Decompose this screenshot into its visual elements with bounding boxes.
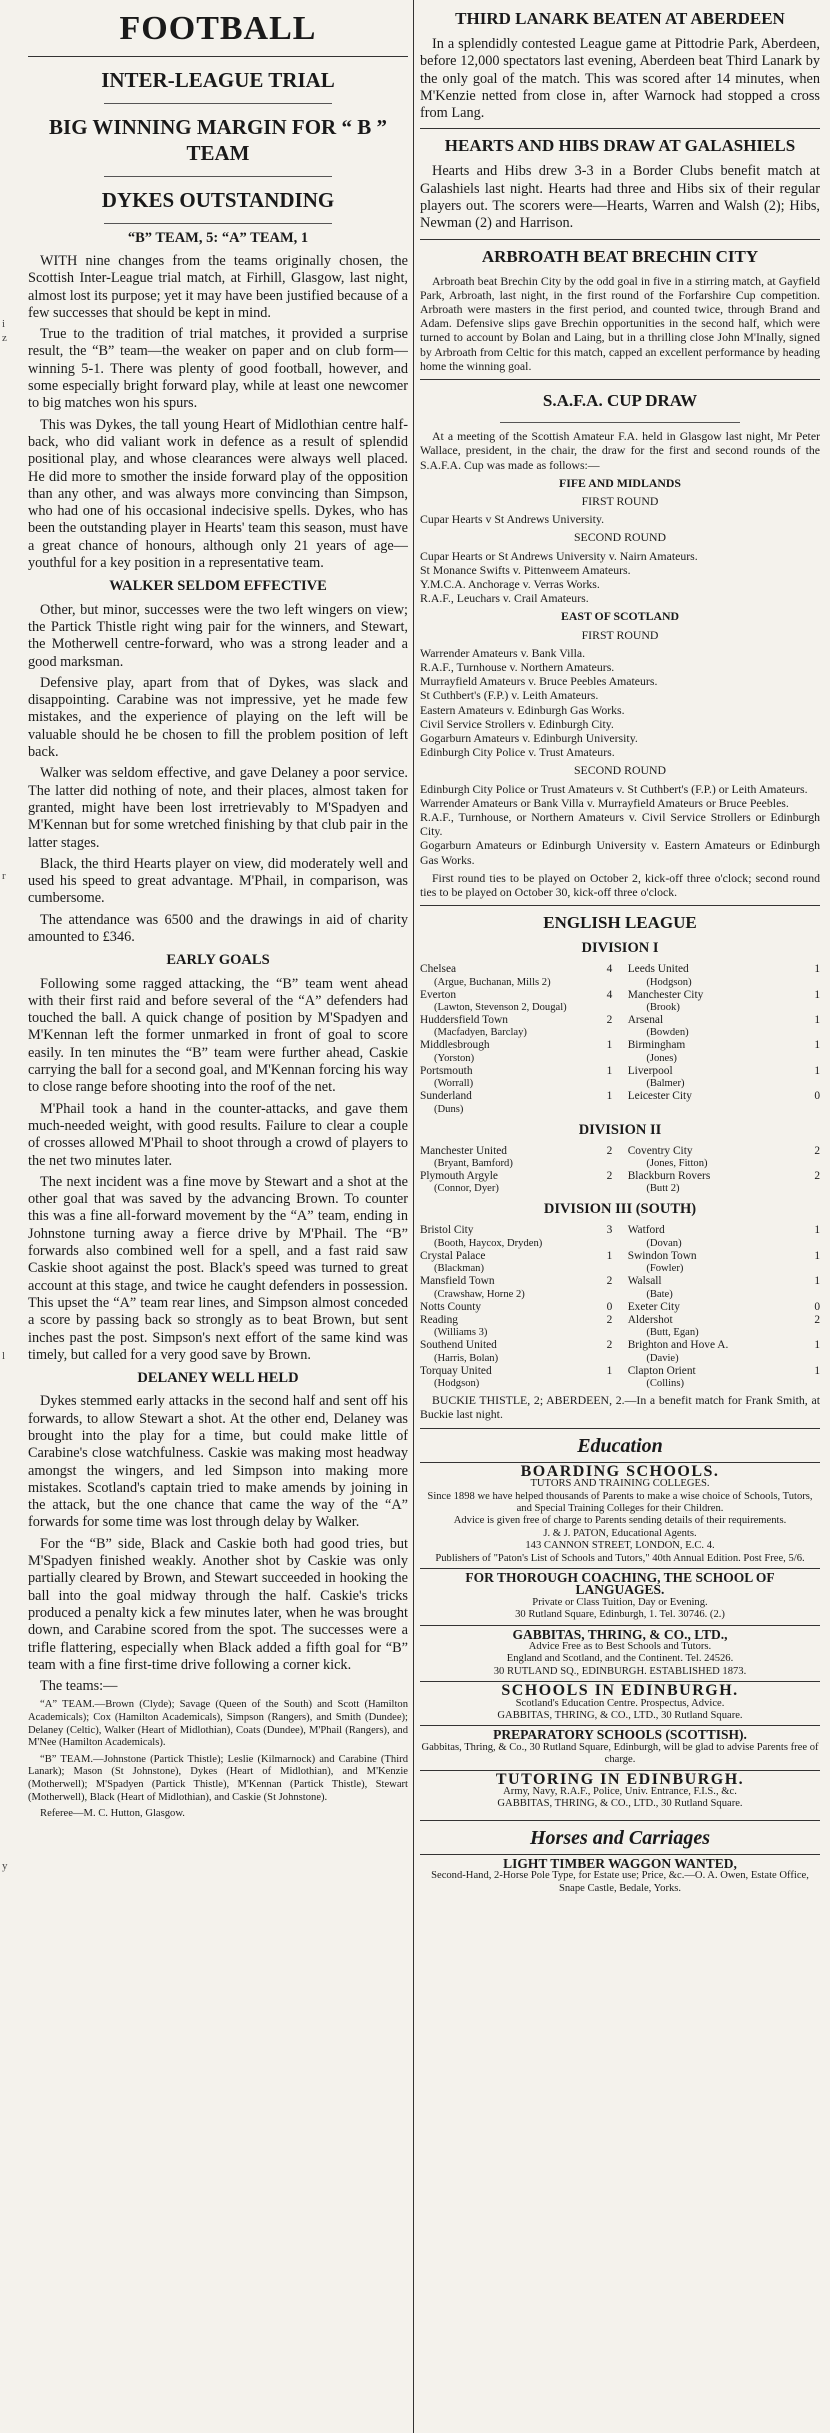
- paragraph: M'Phail took a hand in the counter-attacks, and gave them much-needed weight, with good results. Failure to clear a couple of crosses allowed M'Phail to shoot through a crowd of players to the net two minutes later.: [28, 1100, 408, 1169]
- home-team: Crystal Palace: [420, 1249, 486, 1262]
- headline-english-league: ENGLISH LEAGUE: [543, 913, 697, 933]
- scorers-row: [420, 1183, 820, 1195]
- away-score: 1: [814, 1014, 820, 1026]
- home-scorers: (Hodgson): [434, 1378, 480, 1390]
- result-row: [420, 1145, 820, 1158]
- referee: Referee—M. C. Hutton, Glasgow.: [40, 1808, 185, 1820]
- home-scorers: (Harris, Bolan): [434, 1352, 499, 1364]
- away-scorers: (Butt, Egan): [646, 1327, 699, 1339]
- home-score: 2: [606, 1339, 613, 1352]
- article-body: [28, 253, 408, 1695]
- paragraph: Black, the third Hearts player on view, did moderately well and used his speed to great advantage. M'Phail, in comparison, was cumbersome.: [28, 855, 408, 907]
- margin-mark: l: [2, 1350, 6, 1362]
- result-row: [420, 1224, 820, 1237]
- result-row: [420, 1339, 820, 1352]
- result-row: [420, 1065, 820, 1078]
- division-heading: DIVISION II: [578, 1121, 662, 1138]
- result-row: [420, 1250, 820, 1263]
- away-score: 1: [814, 1364, 820, 1377]
- score-separator: [612, 963, 627, 976]
- safa-draw: [420, 429, 820, 899]
- article-third-lanark: [420, 36, 820, 122]
- divider: [420, 128, 820, 129]
- result-row: [420, 1365, 820, 1378]
- ad-title: TUTORING IN EDINBURGH.: [495, 1770, 745, 1788]
- ad-text: Private or Class Tuition, Day or Evening. 30 Rutland Square, Edinburgh, 1. Tel. 30746. (2.): [515, 1596, 725, 1621]
- scorers-row: [420, 1378, 820, 1390]
- home-scorers: (Worrall): [434, 1078, 474, 1090]
- away-team: Manchester City: [627, 988, 704, 1001]
- margin-mark: r: [2, 870, 6, 882]
- scorers-row: [420, 1078, 820, 1090]
- result-row: [420, 989, 820, 1002]
- away-team: Brighton and Hove A.: [627, 1339, 729, 1352]
- score-separator: [612, 1065, 627, 1078]
- division-heading: DIVISION III (SOUTH): [543, 1201, 697, 1218]
- result-row: [420, 1090, 820, 1103]
- away-scorers: (Brook): [646, 1002, 680, 1013]
- ad-title: GABBITAS, THRING, & CO., LTD.,: [512, 1626, 728, 1642]
- margin-mark: i: [2, 318, 6, 330]
- section-heading: EARLY GOALS: [166, 952, 270, 969]
- home-team: Reading: [420, 1314, 458, 1327]
- home-scorers: (Bryant, Bamford): [434, 1158, 513, 1170]
- home-score: 2: [606, 1144, 613, 1157]
- paragraph: At a meeting of the Scottish Amateur F.A. held in Glasgow last night, Mr Peter Wallace, president, in the chair, the draw for the first and second rounds of the S.A.F.A. Cup was made as follows:—: [420, 429, 820, 472]
- classified-ad: [420, 1854, 820, 1898]
- region-heading: FIFE AND MIDLANDS: [559, 475, 681, 490]
- ad-text: Advice Free as to Best Schools and Tutors. England and Scotland, and the Continent. Tel. 24526. 30 RUTLAND SQ., EDINBURGH. ESTABLISHED 1873.: [493, 1640, 747, 1677]
- score-separator: [612, 1314, 627, 1327]
- away-team: Leicester City: [627, 1090, 692, 1103]
- away-team: Liverpool: [627, 1064, 673, 1077]
- paragraph: This was Dykes, the tall young Heart of Midlothian centre half-back, who did valiant work in defence as a result of splendid positional play, and whose clearances were always well placed. He did more to smother the inside forward play of the opposition than any other, and was always more convincing than Simpson, who had one of his occasional indecisive spells. Dykes, who has been the outstanding player in Hearts' team this season, must have a great chance of honours, although only 21 years of age—youthful for a key position in a representative team.: [28, 416, 408, 572]
- round-heading: FIRST ROUND: [581, 627, 659, 642]
- education-ad: [420, 1725, 820, 1769]
- home-scorers: (Duns): [434, 1103, 464, 1115]
- article-arbroath: [420, 274, 820, 373]
- away-scorers: (Hodgson): [646, 976, 692, 988]
- home-score: 2: [606, 1014, 613, 1026]
- ad-title: LIGHT TIMBER WAGGON WANTED,: [503, 1855, 737, 1871]
- paragraph: Arbroath beat Brechin City by the odd goal in five in a stirring match, at Gayfield Park, Arbroath, last night, in the first round of the Forfarshire Cup competition. Arbroath were masters in the first period, and counted twice, through Brand and Adam. Defensive slips gave Brechin opportunities in the second half, which were turned to account by Bolan and Laing, but in a thrilling close John M'Inally, signed by Arbroath from Celtic for this match, capped an excellent performance by heading home the winning goal.: [420, 273, 820, 373]
- away-scorers: [646, 1104, 820, 1116]
- round-heading: SECOND ROUND: [573, 530, 667, 545]
- away-score: 1: [814, 963, 820, 976]
- buckie-result: [420, 1393, 820, 1421]
- paragraph: Following some ragged attacking, the “B” team went ahead with their first raid and before several of the “A” defenders had touched the ball. A quick change of position by M'Spadyen and M'Kennan left the former unmarked in front of goal to score easily. In ten minutes the “B” team were further ahead, Caskie carrying the ball for a second goal, and M'Kennan forcing his way to close range before shooting into the roof of the net.: [28, 975, 408, 1096]
- division-heading: DIVISION I: [581, 940, 659, 957]
- home-team: Plymouth Argyle: [420, 1170, 498, 1183]
- margin-mark: z: [2, 332, 7, 344]
- paragraph: Walker was seldom effective, and gave Delaney a poor service. The latter did nothing of note, and their places, almost taken for granted, might have been lost irretrievably to M'Spadyen and M'Kennan but for some wretched finishing by that club pair in the latter stages.: [28, 765, 408, 851]
- away-score: 2: [814, 1144, 820, 1157]
- score-separator: [612, 1275, 627, 1288]
- headline-safa: S.A.F.A. CUP DRAW: [542, 391, 698, 411]
- home-score: 2: [606, 1275, 613, 1288]
- home-team: Sunderland: [420, 1090, 472, 1103]
- away-scorers: (Fowler): [646, 1263, 684, 1275]
- right-column: [420, 0, 820, 2433]
- headline-arbroath: ARBROATH BEAT BRECHIN CITY: [481, 246, 759, 266]
- section-heading: DELANEY WELL HELD: [137, 1370, 299, 1387]
- away-team: Birmingham: [627, 1039, 686, 1052]
- home-team: Manchester United: [420, 1144, 507, 1157]
- team-lineup: “A” TEAM.—Brown (Clyde); Savage (Queen of the South) and Scott (Hamilton Academicals); Cox (Hamilton Academicals), Simpson (Rangers), and Smith (Dundee); Delaney (Celtic), Walker (Heart of Midlothian), Coats (Dundee), M'Phail (Rangers), and M'Nee (Hamilton Academicals).: [28, 1699, 408, 1749]
- paragraph: BUCKIE THISTLE, 2; ABERDEEN, 2.—In a benefit match for Frank Smith, at Buckie last night.: [420, 1393, 820, 1422]
- divider: [500, 422, 740, 423]
- scorers-row: [420, 1327, 820, 1339]
- score-separator: [612, 1014, 627, 1027]
- scorers-row: [420, 1104, 820, 1116]
- region-heading: EAST OF SCOTLAND: [561, 609, 679, 624]
- score-separator: [612, 1339, 627, 1352]
- away-team: Coventry City: [627, 1144, 693, 1157]
- home-scorers: (Argue, Buchanan, Mills 2): [434, 976, 551, 988]
- home-score: 3: [606, 1224, 613, 1237]
- away-team: Blackburn Rovers: [627, 1170, 711, 1183]
- paragraph: Other, but minor, successes were the two left wingers on view; the Partick Thistle right wing pair for the winners, and Stewart, the Motherwell centre-forward, who was a strong leader and a good marksman.: [28, 601, 408, 670]
- score-separator: [612, 989, 627, 1002]
- divider: [420, 1428, 820, 1429]
- scorers-row: [420, 1158, 820, 1170]
- divider: [104, 176, 332, 177]
- home-scorers: (Macfadyen, Barclay): [434, 1027, 527, 1039]
- result-row: [420, 963, 820, 976]
- column-divider: [413, 0, 414, 2433]
- away-scorers: (Butt 2): [646, 1183, 680, 1195]
- ad-title: FOR THOROUGH COACHING, THE SCHOOL OF LANGUAGES.: [465, 1569, 775, 1598]
- away-team: Clapton Orient: [627, 1364, 696, 1377]
- home-scorers: (Yorston): [434, 1052, 475, 1064]
- score-separator: [612, 1090, 627, 1103]
- paragraph: WITH nine changes from the teams originally chosen, the Scottish Inter-League trial match, at Firhill, Glasgow, last night, almost lost its purpose; yet it may have been justified because of a few successes that should be kept in mind.: [28, 253, 408, 321]
- divider: [420, 1820, 820, 1821]
- away-score: 0: [814, 1090, 820, 1103]
- score-separator: [612, 1224, 627, 1237]
- section-title: FOOTBALL: [119, 10, 317, 47]
- home-score: 1: [606, 1364, 613, 1377]
- scorers-row: [420, 1002, 820, 1014]
- home-score: 0: [606, 1300, 613, 1313]
- home-team: Chelsea: [420, 963, 457, 976]
- ad-title: PREPARATORY SCHOOLS (SCOTTISH).: [493, 1727, 747, 1743]
- score-separator: [612, 1145, 627, 1158]
- score-separator: [612, 1365, 627, 1378]
- away-team: Aldershot: [627, 1314, 673, 1327]
- home-team: Everton: [420, 988, 457, 1001]
- fixture-list: Cupar Hearts v St Andrews University.: [420, 512, 605, 527]
- subheadline-dykes: DYKES OUTSTANDING: [101, 188, 335, 212]
- scorers-row: [420, 1027, 820, 1039]
- headline-hearts-hibs: HEARTS AND HIBS DRAW AT GALASHIELS: [444, 136, 796, 156]
- home-score: 1: [606, 1039, 613, 1052]
- result-row: [420, 1170, 820, 1183]
- paragraph: In a splendidly contested League game at Pittodrie Park, Aberdeen, before 12,000 spectators last evening, Aberdeen beat Third Lanark by the only goal of the match. This was scored after 14 minutes, when M'Kenzie netted from close in, after Warnock had stopped a cross from Lang.: [420, 36, 820, 122]
- away-score: 1: [814, 1064, 820, 1077]
- education-ad: [420, 1568, 820, 1625]
- paragraph: First round ties to be played on October 2, kick-off three o'clock; second round ties to be played on October 30, kick-off three o'clock.: [420, 870, 820, 899]
- away-score: 1: [814, 988, 820, 1001]
- divider: [420, 239, 820, 240]
- away-scorers: (Collins): [646, 1378, 684, 1390]
- away-score: 2: [814, 1170, 820, 1183]
- divider: [420, 379, 820, 380]
- away-score: 1: [814, 1339, 820, 1352]
- home-team: Southend United: [420, 1339, 497, 1352]
- away-scorers: (Davie): [646, 1352, 679, 1364]
- home-score: 2: [606, 1170, 613, 1183]
- ad-title: BOARDING SCHOOLS.: [520, 1462, 720, 1480]
- article-hearts-hibs: [420, 163, 820, 232]
- result-row: [420, 1314, 820, 1327]
- home-team: Portsmouth: [420, 1064, 473, 1077]
- paragraph: The next incident was a fine move by Stewart and a shot at the other goal that was saved by the advancing Brown. To counter this was a fine all-forward movement by the “A” team, ending in Johnstone turning away a fierce drive by M'Phail. The “B” forwards also combined well for a spell, and a fast raid saw Caskie shoot against the post. Black's speed was turned to great account at this stage, and twice he caught defenders in possession. This upset the “A” team rear lines, and Simpson almost conceded a score by passing back so strongly as to beat Brown, but sent inches past the post. Simpson's next effort of the same kind was timely, but called for a very good save by Brown.: [28, 1173, 408, 1363]
- home-team: Mansfield Town: [420, 1275, 495, 1288]
- divider: [104, 223, 332, 224]
- round-heading: SECOND ROUND: [573, 763, 667, 778]
- team-lineups: [28, 1699, 408, 1820]
- score-separator: [612, 1250, 627, 1263]
- divider: [420, 905, 820, 906]
- education-banner: Education: [577, 1434, 663, 1457]
- away-scorers: (Bowden): [646, 1027, 689, 1039]
- results-division-1: [420, 963, 820, 1115]
- home-scorers: (Connor, Dyer): [434, 1183, 499, 1195]
- away-team: Leeds United: [627, 963, 689, 976]
- away-team: Walsall: [627, 1275, 662, 1288]
- section-heading: WALKER SELDOM EFFECTIVE: [109, 578, 327, 595]
- results-division-3-south: [420, 1224, 820, 1390]
- paragraph: True to the tradition of trial matches, it provided a surprise result, the “B” team—the weaker on paper and on club form—winning 5-1. There was plenty of good football, however, and some especially bright forward play, while at least one newcomer to big matches won his spurs.: [28, 326, 408, 412]
- away-score: 2: [814, 1314, 820, 1327]
- teams-label: The teams:—: [40, 1678, 118, 1695]
- home-team: Notts County: [420, 1300, 482, 1313]
- ad-title: SCHOOLS IN EDINBURGH.: [501, 1682, 739, 1700]
- away-team: Swindon Town: [627, 1249, 697, 1262]
- paragraph: Defensive play, apart from that of Dykes, was slack and disappointing. Carabine was not impressive, yet he made few mistakes, and the experience of playing on the left will be valuable should he be chosen to fill the problem position of left back.: [28, 674, 408, 761]
- away-scorers: (Dovan): [646, 1237, 682, 1249]
- home-scorers: (Lawton, Stevenson 2, Dougal): [434, 1002, 567, 1013]
- home-score: 1: [606, 1249, 613, 1262]
- away-score: 1: [814, 1249, 820, 1262]
- ad-text: Gabbitas, Thring, & Co., 30 Rutland Square, Edinburgh, will be glad to advise Parents free of charge.: [421, 1741, 819, 1766]
- result-row: [420, 1014, 820, 1027]
- scorers-row: [420, 1289, 820, 1301]
- round-heading: FIRST ROUND: [581, 493, 659, 508]
- home-team: Bristol City: [420, 1224, 474, 1237]
- left-column: [28, 0, 408, 2433]
- home-team: Torquay United: [420, 1364, 492, 1377]
- fixture-list: Cupar Hearts or St Andrews University v. Nairn Amateurs. St Monance Swifts v. Pittenweem Amateurs. Y.M.C.A. Anchorage v. Verras Works. R.A.F., Leuchars v. Crail Amateurs.: [420, 548, 698, 606]
- home-team: Middlesbrough: [420, 1039, 490, 1052]
- home-scorers: (Crawshaw, Horne 2): [434, 1288, 525, 1300]
- education-ad: [420, 1462, 820, 1568]
- ad-text: Army, Navy, R.A.F., Police, Univ. Entrance, F.I.S., &c. GABBITAS, THRING, & CO., LTD., 30 Rutland Square.: [497, 1786, 743, 1810]
- divider: [104, 103, 332, 104]
- education-ad: [420, 1625, 820, 1682]
- home-team: Huddersfield Town: [420, 1014, 508, 1026]
- home-score: 2: [606, 1314, 613, 1327]
- result-row: [420, 1275, 820, 1288]
- paragraph: The attendance was 6500 and the drawings in aid of charity amounted to £346.: [28, 911, 408, 945]
- fixture-list: Edinburgh City Police or Trust Amateurs v. St Cuthbert's (F.P.) or Leith Amateurs. Warrender Amateurs or Bank Villa v. Murrayfield Amateurs or Bruce Peebles. R.A.F., Turnhouse, or Northern Amateurs v. Civil Service Strollers or Edinburgh City. Gogarburn Amateurs or Edinburgh University v. Eastern Amateurs or Edinburgh Gas Works.: [420, 781, 820, 867]
- scorers-row: [420, 1053, 820, 1065]
- away-scorers: (Balmer): [646, 1078, 685, 1090]
- horses-banner: Horses and Carriages: [529, 1826, 711, 1849]
- education-ads: [420, 1462, 820, 1814]
- headline-third-lanark: THIRD LANARK BEATEN AT ABERDEEN: [455, 9, 785, 28]
- away-scorers: (Bate): [646, 1288, 673, 1300]
- score-line: “B” TEAM, 5: “A” TEAM, 1: [127, 230, 309, 246]
- margin-mark: y: [2, 1860, 8, 1872]
- results-division-2: [420, 1145, 820, 1196]
- scorers-row: [420, 1238, 820, 1250]
- away-team: Exeter City: [627, 1300, 680, 1313]
- away-score: 1: [814, 1224, 820, 1237]
- result-row: [420, 1039, 820, 1052]
- away-score: 1: [814, 1039, 820, 1052]
- paragraph: Hearts and Hibs drew 3-3 in a Border Clubs benefit match at Galashiels last night. Hearts had three and Hibs six of their regular players out. The scorers were—Hearts, Warren and Walsh (2); Hibs, Newman (2) and Harrison.: [420, 163, 820, 232]
- away-team: Arsenal: [627, 1014, 664, 1026]
- away-scorers: (Jones, Fitton): [646, 1158, 708, 1170]
- home-scorers: (Williams 3): [434, 1327, 488, 1339]
- score-separator: [612, 1039, 627, 1052]
- away-score: 1: [814, 1275, 820, 1288]
- home-score: 4: [606, 963, 613, 976]
- ad-text: Second-Hand, 2-Horse Pole Type, for Estate use; Price, &c.—O. A. Owen, Estate Office, Snape Castle, Bedale, Yorks.: [431, 1870, 809, 1894]
- subheadline: BIG WINNING MARGIN FOR “ B ” TEAM: [49, 115, 387, 165]
- away-team: Watford: [627, 1224, 665, 1237]
- paragraph: Dykes stemmed early attacks in the second half and sent off his forwards, to allow Stewart a shot. At the other end, Delaney was brought into the play for a time, but could make little of Carabine's close watchfulness. Caskie was making most headway amongst the wingers, and led Simpson into making more mistakes. Scotland's captain tried to make amends by joining in the attack, but the one chance that came the way of the “A” forwards for some time was lost through delay by Walker.: [28, 1393, 408, 1531]
- divider: [28, 56, 408, 57]
- fixture-list: Warrender Amateurs v. Bank Villa. R.A.F., Turnhouse v. Northern Amateurs. Murrayfield Amateurs v. Bruce Peebles Amateurs. St Cuthbert's (F.P.) v. Leith Amateurs. Eastern Amateurs v. Edinburgh Gas Works. Civil Service Strollers v. Edinburgh City. Gogarburn Amateurs v. Edinburgh University. Edinburgh City Police v. Trust Amateurs.: [420, 645, 658, 760]
- education-ad: [420, 1681, 820, 1725]
- scorers-row: [420, 1353, 820, 1365]
- education-ad: [420, 1770, 820, 1814]
- home-score: 1: [606, 1090, 613, 1103]
- score-separator: [612, 1170, 627, 1183]
- away-scorers: (Jones): [646, 1052, 677, 1064]
- headline: INTER-LEAGUE TRIAL: [101, 68, 335, 92]
- scorers-row: [420, 977, 820, 989]
- paragraph: For the “B” side, Black and Caskie both had good tries, but M'Spadyen finished weakly. Another shot by Caskie was only partially cleared by Brown, and Stewart succeeded in hooking the ball into the goal midway through the half. Caskie's tricks produced a penalty kick a few minutes later, when he was brought down, and Carabine scored from the spot. The successes were a trifle flattering, especially when Black added a fifth goal for “B” team with a fine first-time drive following a corner kick.: [28, 1535, 408, 1673]
- ad-text: TUTORS AND TRAINING COLLEGES. Since 1898 we have helped thousands of Parents to make a wise choice of Schools, Tutors, and Special Training Colleges for their Children. Advice is given free of charge to Parents sending details of their requirements. J. & J. PATON, Educational Agents. 143 CANNON STREET, LONDON, E.C. 4. Publishers of "Paton's List of Schools and Tutors," 40th Annual Edition. Post Free, 5/6.: [427, 1478, 813, 1564]
- ad-text: Scotland's Education Centre. Prospectus, Advice. GABBITAS, THRING, & CO., LTD., 30 Rutland Square.: [497, 1697, 743, 1721]
- home-scorers: (Booth, Haycox, Dryden): [434, 1237, 543, 1249]
- away-score: 0: [814, 1300, 820, 1313]
- home-score: 4: [606, 988, 613, 1001]
- result-row: [420, 1301, 820, 1314]
- scorers-row: [420, 1263, 820, 1275]
- team-lineup: “B” TEAM.—Johnstone (Partick Thistle); Leslie (Kilmarnock) and Carabine (Third Lanark); Mason (St Johnstone), Dykes (Heart of Midlothian), and M'Kenzie (Motherwell); M'Spadyen (Partick Thistle), M'Kennan (Partick Thistle), Stewart (Motherwell), Black (Heart of Midlothian), and Caskie (St Johnstone).: [28, 1753, 408, 1803]
- home-scorers: (Blackman): [434, 1263, 485, 1275]
- home-score: 1: [606, 1064, 613, 1077]
- score-separator: [612, 1301, 627, 1314]
